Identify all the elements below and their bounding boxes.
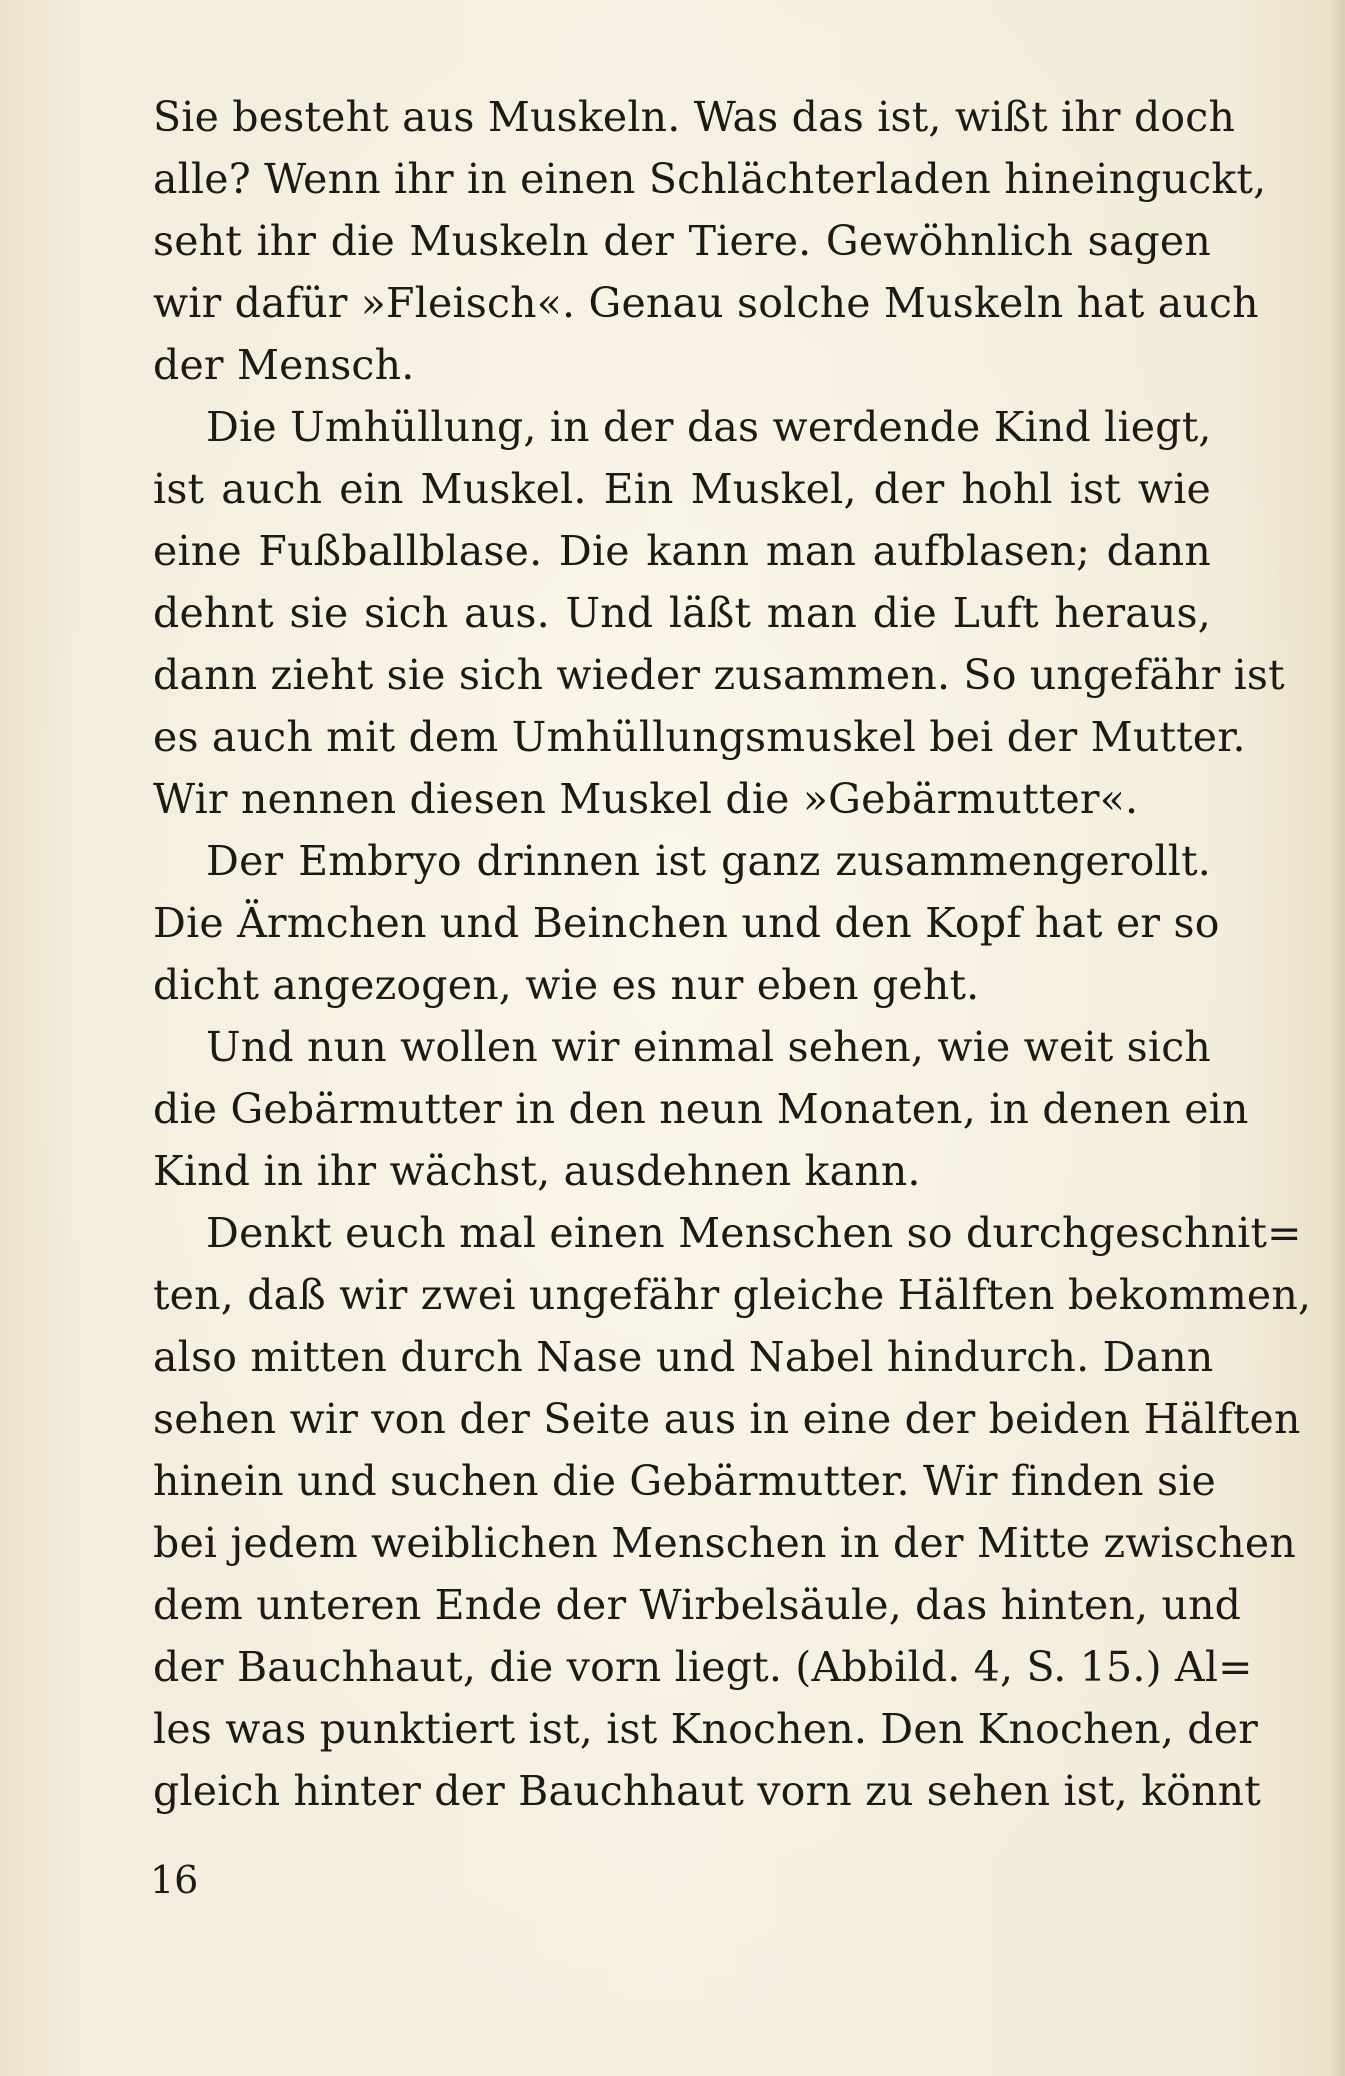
body-text bbox=[153, 86, 1312, 1822]
text-line: les was punktiert ist, ist Knochen. Den Knochen, der bbox=[153, 1705, 1259, 1753]
text-line: dehnt sie sich aus. Und läßt man die Luft heraus, bbox=[153, 589, 1211, 637]
page-edge-shadow bbox=[1331, 0, 1345, 2076]
text-line: seht ihr die Muskeln der Tiere. Gewöhnlich sagen bbox=[153, 217, 1211, 265]
text-line: sehen wir von der Seite aus in eine der beiden Hälften bbox=[153, 1395, 1301, 1443]
text-line: gleich hinter der Bauchhaut vorn zu sehen ist, könnt bbox=[153, 1767, 1261, 1815]
text-line: hinein und suchen die Gebärmutter. Wir finden sie bbox=[153, 1457, 1216, 1505]
text-line: Denkt euch mal einen Menschen so durchgeschnit= bbox=[206, 1209, 1302, 1257]
text-line: dem unteren Ende der Wirbelsäule, das hinten, und bbox=[153, 1581, 1242, 1629]
text-line: alle? Wenn ihr in einen Schlächterladen hineinguckt, bbox=[153, 155, 1267, 203]
text-line: bei jedem weiblichen Menschen in der Mitte zwischen bbox=[153, 1519, 1296, 1567]
text-line: die Gebärmutter in den neun Monaten, in denen ein bbox=[153, 1085, 1249, 1133]
text-line: Wir nennen diesen Muskel die »Gebärmutter«. bbox=[153, 775, 1139, 823]
text-line: ist auch ein Muskel. Ein Muskel, der hohl ist wie bbox=[153, 465, 1211, 513]
text-line: wir dafür »Fleisch«. Genau solche Muskeln hat auch bbox=[153, 279, 1259, 327]
text-line: dann zieht sie sich wieder zusammen. So ungefähr ist bbox=[153, 651, 1285, 699]
text-line: Die Ärmchen und Beinchen und den Kopf hat er so bbox=[153, 899, 1220, 947]
text-line: Und nun wollen wir einmal sehen, wie weit sich bbox=[206, 1023, 1211, 1071]
text-line: Sie besteht aus Muskeln. Was das ist, wißt ihr doch bbox=[153, 93, 1236, 141]
text-line: der Mensch. bbox=[153, 341, 415, 389]
text-line: Die Umhüllung, in der das werdende Kind liegt, bbox=[206, 403, 1212, 451]
text-line: der Bauchhaut, die vorn liegt. (Abbild. 4, S. 15.) Al= bbox=[153, 1643, 1253, 1691]
text-line: eine Fußballblase. Die kann man aufblasen; dann bbox=[153, 527, 1211, 575]
text-line: dicht angezogen, wie es nur eben geht. bbox=[153, 961, 980, 1009]
text-line: Der Embryo drinnen ist ganz zusammengerollt. bbox=[206, 837, 1211, 885]
text-line: ten, daß wir zwei ungefähr gleiche Hälften bekommen, bbox=[153, 1271, 1312, 1319]
text-line: Kind in ihr wächst, ausdehnen kann. bbox=[153, 1147, 921, 1195]
text-line: es auch mit dem Umhüllungsmuskel bei der Mutter. bbox=[153, 713, 1246, 761]
page-number: 16 bbox=[150, 1858, 199, 1902]
text-line: also mitten durch Nase und Nabel hindurch. Dann bbox=[153, 1333, 1214, 1381]
